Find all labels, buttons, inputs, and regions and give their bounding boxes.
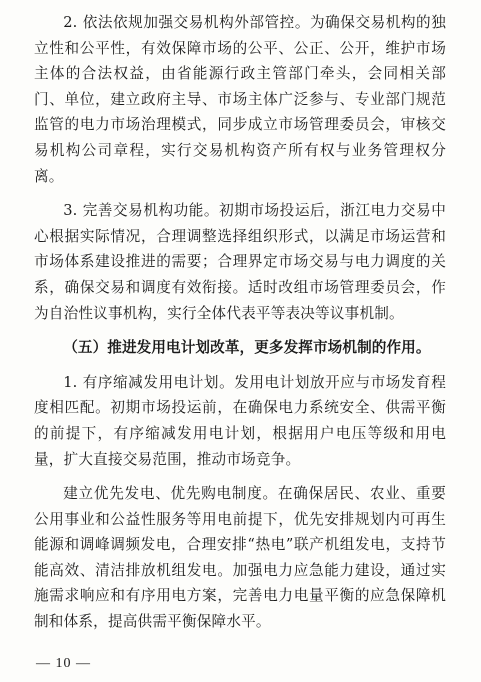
paragraph-external-control: 2. 依法依规加强交易机构外部管控。为确保交易机构的独立性和公平性，有效保障市场的公平、公正、公开，维护市场主体的合法权益，由省能源行政主管部门牵头，会同相关部门、单位，建立政府主导、市场主体广泛参与、专业部门规范监管的电力市场治理模式，同步成立市场管理委员会，审核交易机构公司章程，实行交易机构资产所有权与业务管理权分离。 [34, 14, 446, 185]
paragraph-priority-generation: 建立优先发电、优先购电制度。在确保居民、农业、重要公用事业和公益性服务等用电前提下，优先安排规划内可再生能源和调峰调频发电，合理安排“热电”联产机组发电，支持节能高效、清洁排放机组发电。加强电力应急能力建设，通过实施需求响应和有序用电方案，完善电力电量平衡的应急保障机制和体系，提高供需平衡保障水平。 [34, 485, 446, 631]
section-heading: （五）推进发用电计划改革，更多发挥市场机制的作用。 [63, 339, 431, 357]
paragraph-trading-functions: 3. 完善交易机构功能。初期市场投运后，浙江电力交易中心根据实际情况，合理调整选择组织形式，以满足市场运营和市场体系建设推进的需要；合理界定市场交易与电力调度的关系，确保交易和调度有效衔接。适时改组市场管理委员会，作为自治性议事机构，实行全体代表平等表决等议事机制。 [34, 202, 446, 322]
document-body [34, 10, 446, 635]
page-number: — 10 — [36, 656, 91, 671]
paragraph-reduce-plans: 1. 有序缩减发用电计划。发用电计划放开应与市场发育程度相匹配。初期市场投运前，在确保电力系统安全、供需平衡的前提下，有序缩减发用电计划，根据用户电压等级和用电量，扩大直接交易范围，推动市场竞争。 [34, 373, 446, 468]
